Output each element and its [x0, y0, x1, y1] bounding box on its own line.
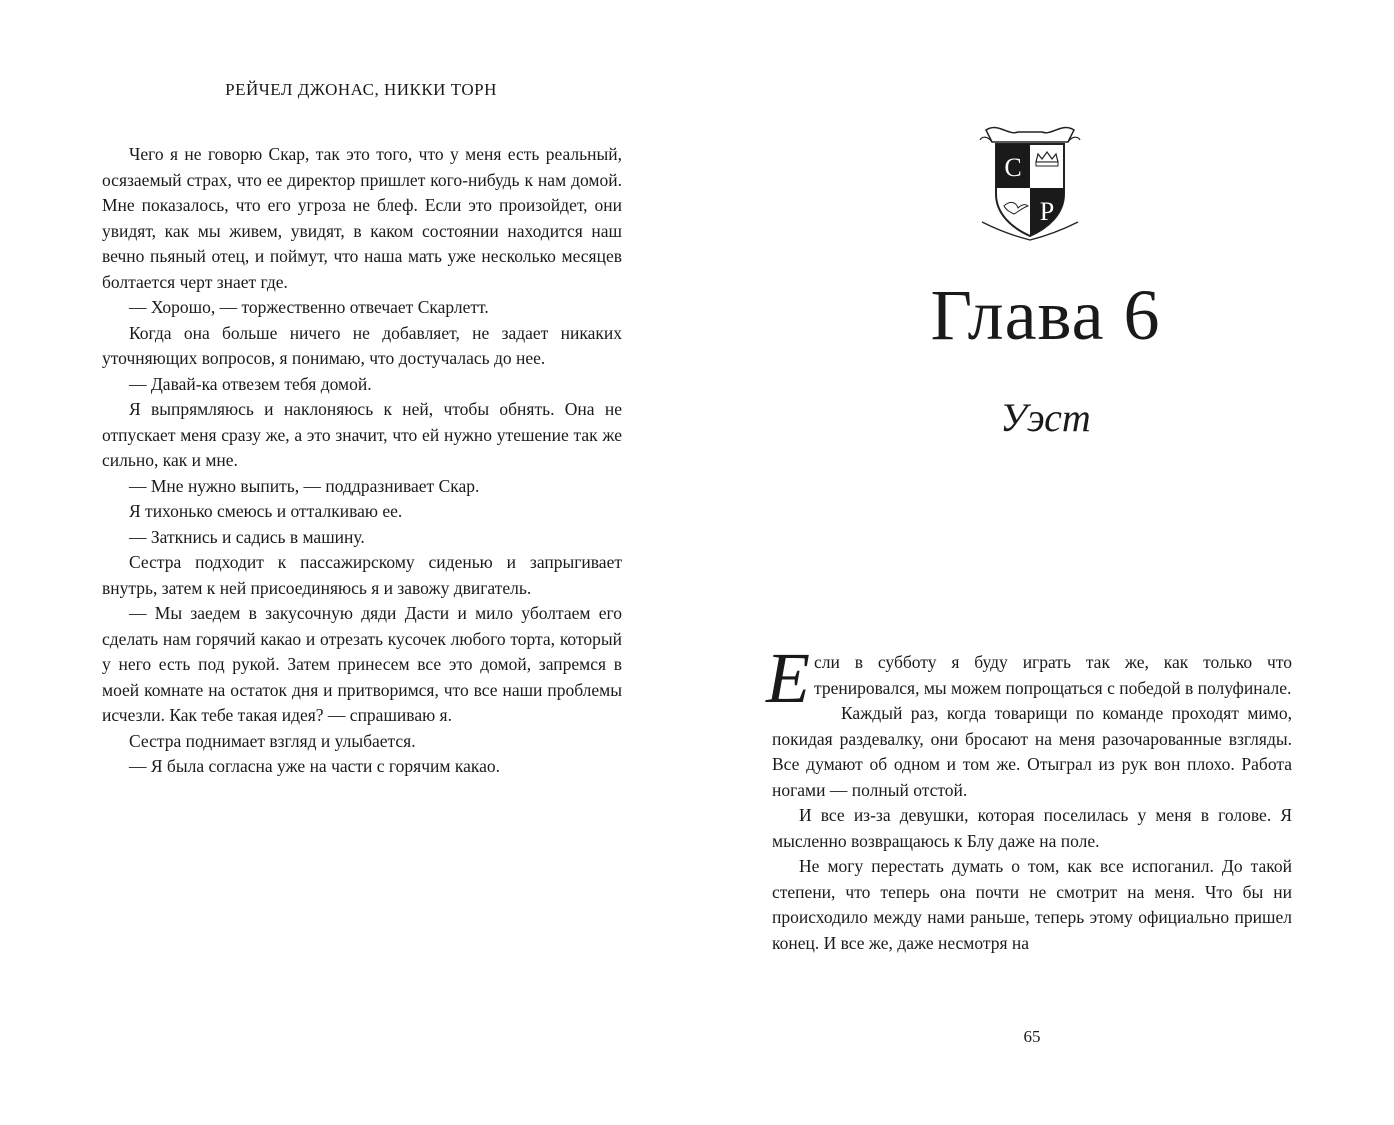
paragraph: — Мы заедем в закусочную дяди Дасти и мило уболтаем его сделать нам горячий какао и отрезать кусочек любого торта, который у него есть под рукой. Затем принесем все это домой, запремся в моей комнате на остаток дня и притворимся, что все наши проблемы исчезли. Как тебе такая идея? — спрашиваю я.	[102, 603, 622, 725]
paragraph: Не могу перестать думать о том, как все испоганил. До такой степени, что теперь она почти не смотрит на меня. Что бы ни происходило между нами раньше, теперь этому официально пришел конец. И все же, даже несмотря на	[772, 856, 1292, 953]
chapter-subtitle: Уэст	[1000, 395, 1091, 440]
paragraph: Сестра поднимает взгляд и улыбается.	[129, 730, 416, 751]
paragraph-first	[766, 638, 1292, 718]
crest-letter-c: C	[1004, 153, 1022, 182]
paragraph: И все из-за девушки, которая поселилась у меня в голове. Я мысленно возвращаюсь к Блу даже на поле.	[772, 805, 1292, 851]
crest-emblem	[978, 122, 1082, 242]
paragraph: — Давай-ка отвезем тебя домой.	[129, 373, 372, 394]
crest-letter-p: P	[1039, 197, 1055, 226]
left-page-text	[102, 142, 622, 780]
right-page-text	[766, 638, 1292, 956]
paragraph: — Я была согласна уже на части с горячим какао.	[129, 756, 500, 776]
paragraph: Сестра подходит к пассажирскому сиденью и запрыгивает внутрь, затем к ней присоединяюсь я и завожу двигатель.	[102, 552, 622, 598]
page-number: 65	[1023, 1027, 1041, 1046]
first-paragraph-text: сли в субботу я буду играть так же, как только что тренировался, мы можем попрощаться с победой в полуфинале.	[813, 652, 1292, 698]
paragraph: Чего я не говорю Скар, так это того, что у меня есть реальный, осязаемый страх, что ее директор пришлет кого-нибудь к нам домой. Мне показалось, что его угроза не блеф. Если это произойдет, они увидят, как мы живем, увидят, в каком состоянии находится наш вечно пьяный отец, и поймут, что наша мать уже несколько месяцев болтается черт знает где.	[102, 144, 622, 292]
running-head: РЕЙЧЕЛ ДЖОНАС, НИККИ ТОРН	[225, 80, 497, 99]
paragraph: — Мне нужно выпить, — поддразнивает Скар.	[129, 475, 480, 496]
paragraph: Я тихонько смеюсь и отталкиваю ее.	[129, 501, 403, 521]
chapter-title: Глава 6	[930, 275, 1161, 355]
drop-cap: Е	[766, 638, 810, 718]
paragraph: Я выпрямляюсь и наклоняюсь к ней, чтобы обнять. Она не отпускает меня сразу же, а это значит, что ей нужно утешение так же сильно, как и мне.	[102, 399, 622, 470]
paragraph: Когда она больше ничего не добавляет, не задает никаких уточняющих вопросов, я понимаю, что достучалась до нее.	[102, 322, 622, 368]
paragraph: — Хорошо, — торжественно отвечает Скарлетт.	[129, 297, 489, 317]
paragraph: — Заткнись и садись в машину.	[129, 526, 365, 547]
paragraph: Каждый раз, когда товарищи по команде проходят мимо, покидая раздевалку, они бросают на меня разочарованные взгляды. Все думают об одном и том же. Отыграл из рук вон плохо. Работа ногами — полный отстой.	[772, 703, 1292, 800]
